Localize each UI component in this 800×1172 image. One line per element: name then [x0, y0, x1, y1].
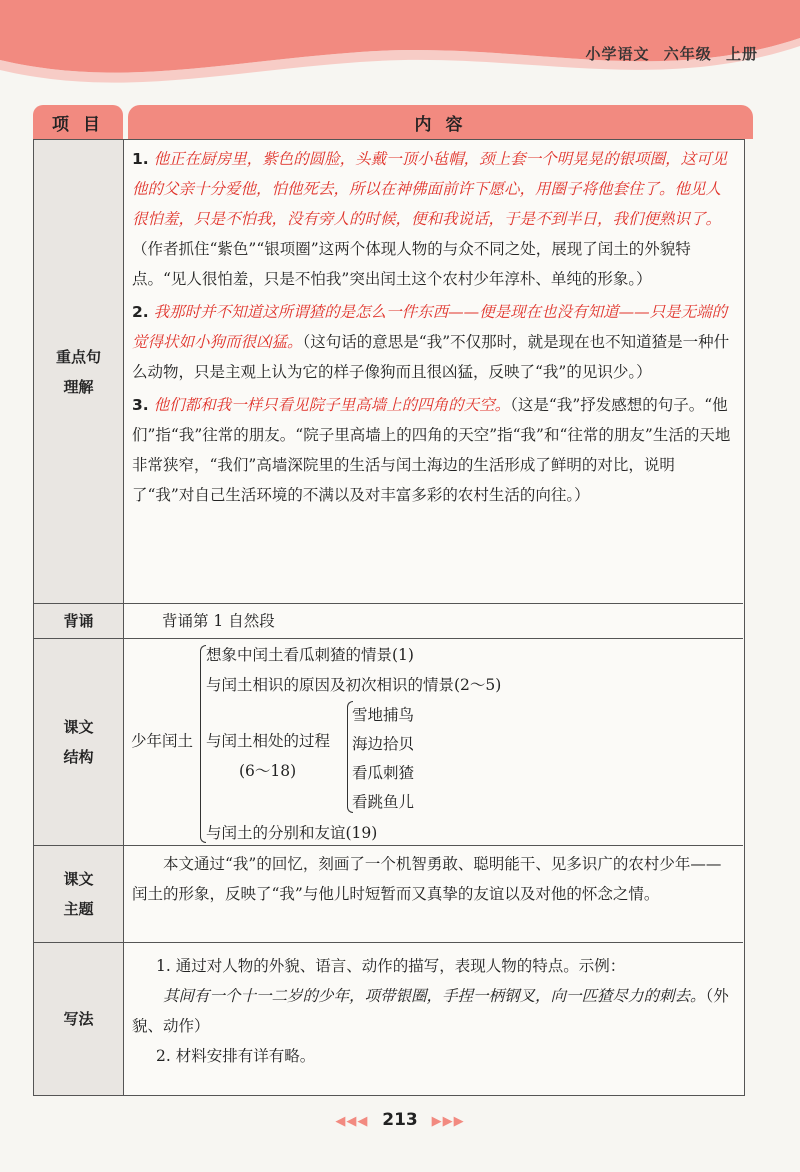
- structure-branch-3-range: (6～18): [239, 762, 297, 780]
- recite-content: [162, 606, 735, 636]
- key-sentence-3: 3. 他们都和我一样只看见院子里高墙上的四角的天空。（这是“我”抒发感想的句子。“他们”指“我”往常的朋友。“院子里高墙上的四角的天空”指“我”和“往常的朋友”生活的天地非常狭窄，“我们”高墙深院里的生活与闰土海边的生活形成了鲜明的对比，说明了“我”对自己生活环境的不满以及对丰富多彩的农村生活的向往。）: [132, 396, 731, 504]
- page-number: 213: [382, 1110, 418, 1130]
- structure-sub-3: 看瓜刺猹: [352, 764, 415, 782]
- recite-text: 背诵第 1 自然段: [162, 612, 275, 630]
- page-footer: [0, 1110, 800, 1130]
- writing-point-2: 2. 材料安排有详有略。: [156, 1047, 316, 1065]
- structure-branch-4: 与闰土的分别和友谊(19): [206, 824, 378, 842]
- label-writing: 写法: [34, 943, 124, 1095]
- writing-example: 其间有一个十一二岁的少年，项带银圈，手捏一柄钢叉，向一匹猹尽力的刺去。（外貌、动作）: [132, 987, 729, 1035]
- row-key-sentences: [34, 140, 743, 603]
- structure-branch-3: 与闰土相处的过程: [206, 732, 331, 750]
- row-recite: [34, 603, 743, 638]
- theme-content: [132, 849, 735, 909]
- row-structure: [34, 638, 743, 845]
- label-structure: 课文结构: [34, 639, 124, 845]
- structure-root: 少年闰土: [131, 732, 194, 750]
- prev-arrows-icon: ◀◀◀: [335, 1114, 369, 1129]
- theme-text: 本文通过“我”的回忆，刻画了一个机智勇敢、聪明能干、见多识广的农村少年——闰土的形象，反映了“我”与他儿时短暂而又真挚的友谊以及对他的怀念之情。: [132, 855, 722, 903]
- column-header-item: 项 目: [33, 105, 123, 139]
- label-key-sentences: 重点句理解: [34, 140, 124, 603]
- row-theme: [34, 845, 743, 942]
- structure-sub-1: 雪地捕鸟: [352, 706, 415, 724]
- writing-content: [132, 951, 735, 1071]
- label-recite: 背诵: [34, 604, 124, 638]
- book-info: 小学语文 六年级 上册: [585, 45, 758, 63]
- key-sentence-1: 1. 他正在厨房里，紫色的圆脸，头戴一顶小毡帽，颈上套一个明晃晃的银项圈，这可见他的父亲十分爱他，怕他死去，所以在神佛面前许下愿心，用圈子将他套住了。他见人很怕羞，只是不怕我，没有旁人的时候，便和我说话，于是不到半日，我们便熟识了。（作者抓住“紫色”“银项圈”这两个体现人物的与众不同之处，展现了闰土的外貌特点。“见人很怕羞，只是不怕我”突出闰土这个农村少年淳朴、单纯的形象。）: [132, 150, 728, 288]
- row-writing: [34, 942, 743, 1095]
- label-theme: 课文主题: [34, 846, 124, 942]
- lesson-table: [33, 139, 745, 1096]
- structure-sub-2: 海边拾贝: [352, 735, 415, 753]
- structure-sub-4: 看跳鱼儿: [352, 793, 415, 811]
- column-header-content: 内 容: [128, 105, 753, 139]
- structure-branch-1: 想象中闰土看瓜刺猹的情景(1): [206, 646, 414, 664]
- key-sentences-content: [132, 144, 735, 510]
- next-arrows-icon: ▶▶▶: [431, 1114, 465, 1129]
- key-sentence-2: 2. 我那时并不知道这所谓猹的是怎么一件东西——便是现在也没有知道——只是无端的觉得状如小狗而很凶猛。（这句话的意思是“我”不仅那时，就是现在也不知道猹是一种什么动物，只是主观上认为它的样子像狗而且很凶猛，反映了“我”的见识少。）: [132, 303, 730, 381]
- writing-point-1: 1. 通过对人物的外貌、语言、动作的描写，表现人物的特点。示例：: [156, 957, 626, 975]
- structure-branch-2: 与闰土相识的原因及初次相识的情景(2～5): [206, 676, 502, 694]
